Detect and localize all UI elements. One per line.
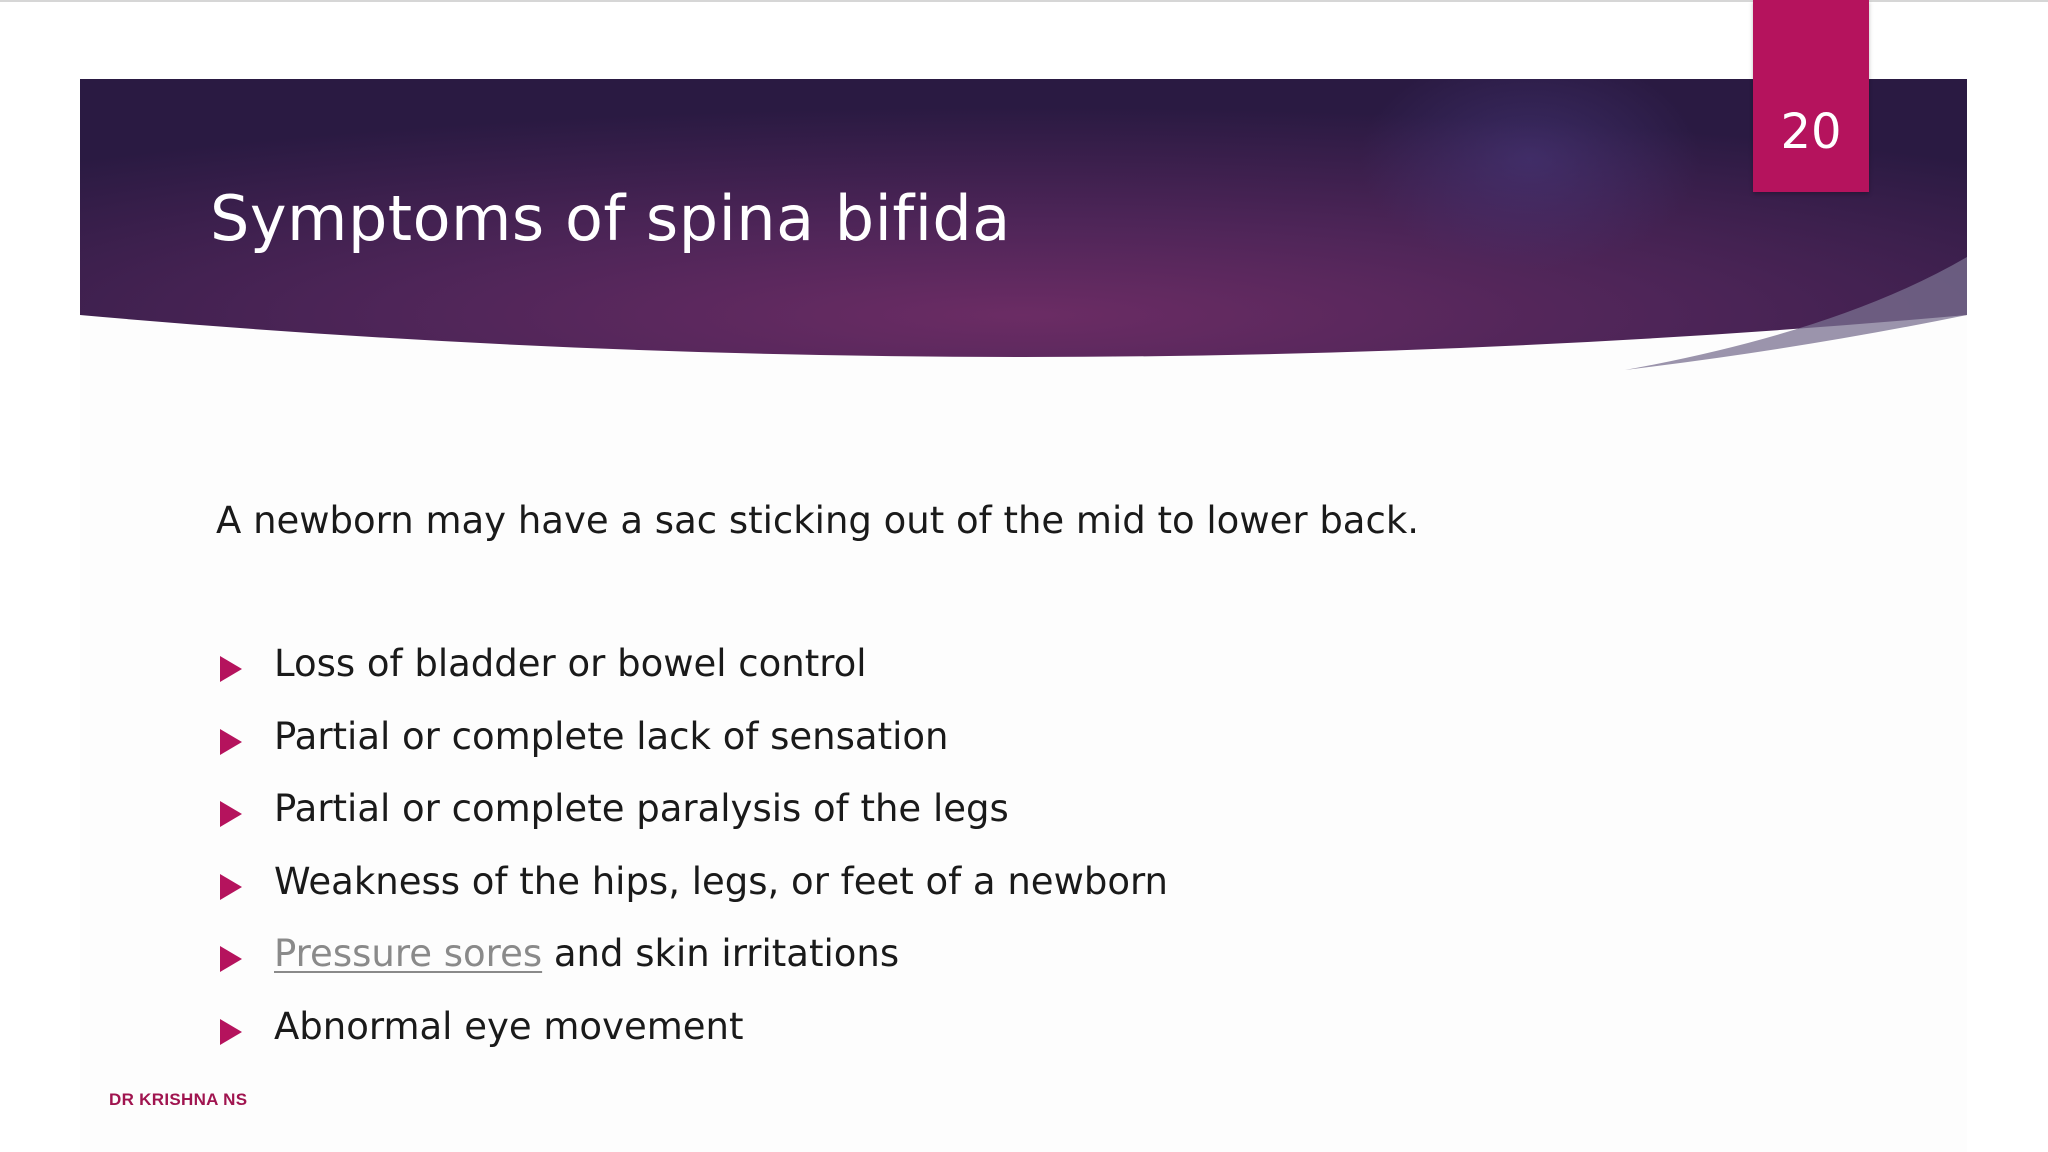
pressure-sores-link[interactable]: Pressure sores [274, 932, 543, 975]
intro-text: A newborn may have a sac sticking out of the mid to lower back. [216, 499, 1420, 542]
footer-author: DR KRISHNA NS [109, 1090, 248, 1109]
triangle-right-icon [220, 801, 242, 827]
list-item-text: Partial or complete lack of sensation [274, 714, 949, 758]
page-number: 20 [1780, 104, 1842, 160]
triangle-right-icon [220, 1019, 242, 1045]
list-item-text: Loss of bladder or bowel control [274, 642, 867, 685]
triangle-right-icon [220, 874, 242, 900]
list-item-text: Partial or complete paralysis of the legs [274, 787, 1009, 830]
list-item-text-suffix: and skin irritations [542, 932, 900, 975]
list-item-text: Weakness of the hips, legs, or feet of a newborn [274, 859, 1168, 903]
triangle-right-icon [220, 656, 242, 682]
top-border [0, 0, 2048, 2]
triangle-right-icon [220, 946, 242, 972]
list-item-text: Abnormal eye movement [274, 1004, 744, 1048]
list-item-text [274, 932, 899, 975]
page-number-tab [1753, 0, 1869, 192]
slide-title: Symptoms of spina bifida [210, 182, 1011, 255]
slide [80, 79, 1967, 1152]
triangle-right-icon [220, 729, 242, 755]
